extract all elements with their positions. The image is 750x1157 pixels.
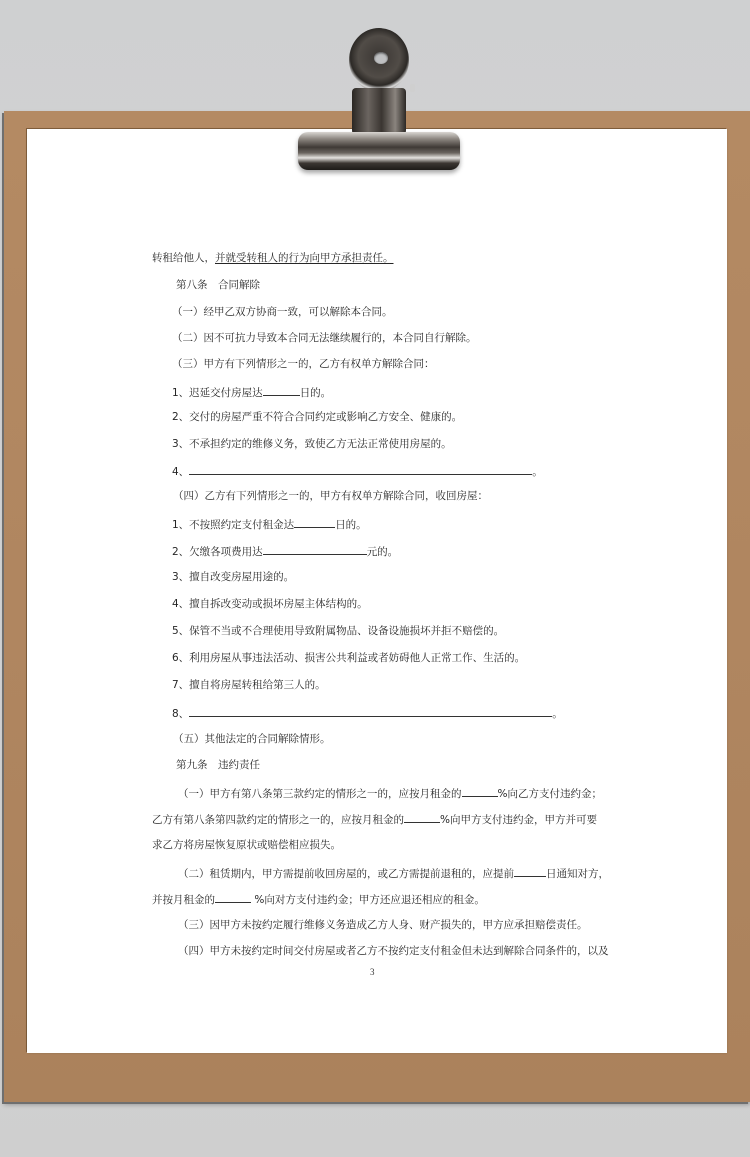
- text-line: 7、擅自将房屋转租给第三人的。: [172, 679, 326, 691]
- text-line: （三）因甲方未按约定履行维修义务造成乙方人身、财产损失的，甲方应承担赔偿责任。: [178, 919, 588, 931]
- fill-blank[interactable]: [404, 812, 440, 823]
- text-line: [152, 252, 394, 265]
- clip-pin: [410, 84, 415, 92]
- fill-blank[interactable]: [189, 706, 552, 717]
- clip-bar: [298, 132, 460, 170]
- text-line: （四）乙方有下列情形之一的，甲方有权单方解除合同，收回房屋：: [173, 490, 488, 502]
- text-segment: （二）租赁期内，甲方需提前收回房屋的，或乙方需提前退租的，应提前: [178, 868, 514, 880]
- text-line: 求乙方将房屋恢复原状或赔偿相应损失。: [152, 839, 341, 851]
- text-line: 5、保管不当或不合理使用导致附属物品、设备设施损坏并拒不赔偿的。: [172, 625, 505, 637]
- text-line: 3、擅自改变房屋用途的。: [172, 571, 295, 583]
- text-line: [172, 544, 398, 559]
- binder-clip-icon: [296, 26, 462, 172]
- text-line: [172, 464, 543, 479]
- text-segment: （一）甲方有第八条第三款约定的情形之一的，应按月租金的: [178, 788, 462, 800]
- text-segment: %向对方支付违约金；甲方还应退还相应的租金。: [251, 894, 485, 906]
- text-segment: 日通知对方，: [546, 868, 609, 880]
- text-line: 4、擅自拆改变动或损坏房屋主体结构的。: [172, 598, 368, 610]
- text-segment: %向甲方支付违约金，甲方并可要: [440, 814, 597, 826]
- text-segment: 元的。: [366, 546, 399, 558]
- text-line: （一）经甲乙双方协商一致，可以解除本合同。: [172, 306, 393, 318]
- fill-blank[interactable]: [263, 544, 367, 555]
- text-segment: 。: [532, 466, 543, 478]
- text-segment: 。: [552, 708, 563, 720]
- text-segment: 8、: [172, 708, 190, 720]
- text-segment: %向乙方支付违约金；: [497, 788, 602, 800]
- text-line: [172, 385, 331, 400]
- fill-blank[interactable]: [263, 385, 300, 396]
- text-segment: 1、不按照约定支付租金达: [172, 519, 295, 531]
- text-line: [172, 706, 563, 721]
- clip-hole: [374, 52, 388, 64]
- text-segment: 转租给他人，: [152, 252, 215, 264]
- text-line: [178, 866, 609, 881]
- text-line: 2、交付的房屋严重不符合合同约定或影响乙方安全、健康的。: [172, 411, 463, 423]
- text-line: [178, 786, 602, 801]
- text-line: （四）甲方未按约定时间交付房屋或者乙方不按约定支付租金但未达到解除合同条件的，以及: [178, 945, 609, 957]
- fill-blank[interactable]: [514, 866, 546, 877]
- fill-blank[interactable]: [215, 892, 251, 903]
- text-line: 6、利用房屋从事违法活动、损害公共利益或者妨碍他人正常工作、生活的。: [172, 652, 526, 664]
- text-segment: 乙方有第八条第四款约定的情形之一的，应按月租金的: [152, 814, 404, 826]
- text-line: [172, 517, 367, 532]
- text-line: [152, 892, 485, 907]
- text-segment: 并按月租金的: [152, 894, 215, 906]
- text-line: （三）甲方有下列情形之一的，乙方有权单方解除合同：: [172, 358, 435, 370]
- text-line: 3、不承担约定的维修义务，致使乙方无法正常使用房屋的。: [172, 438, 452, 450]
- text-segment: 1、迟延交付房屋达: [172, 387, 263, 399]
- fill-blank[interactable]: [294, 517, 335, 528]
- underlined-text: 并就受转租人的行为向甲方承担责任。: [215, 252, 394, 264]
- fill-blank[interactable]: [189, 464, 532, 475]
- text-segment: 4、: [172, 466, 190, 478]
- text-segment: 2、欠缴各项费用达: [172, 546, 263, 558]
- text-line: （二）因不可抗力导致本合同无法继续履行的，本合同自行解除。: [172, 332, 477, 344]
- text-segment: 日的。: [299, 387, 332, 399]
- fill-blank[interactable]: [462, 786, 498, 797]
- document-page: [27, 129, 727, 1053]
- section-heading-article-8: 第八条 合同解除: [176, 279, 260, 291]
- section-heading-article-9: 第九条 违约责任: [176, 759, 260, 771]
- text-line: [152, 812, 597, 827]
- text-line: （五）其他法定的合同解除情形。: [173, 733, 331, 745]
- page-number: 3: [370, 967, 375, 977]
- text-segment: 日的。: [335, 519, 367, 531]
